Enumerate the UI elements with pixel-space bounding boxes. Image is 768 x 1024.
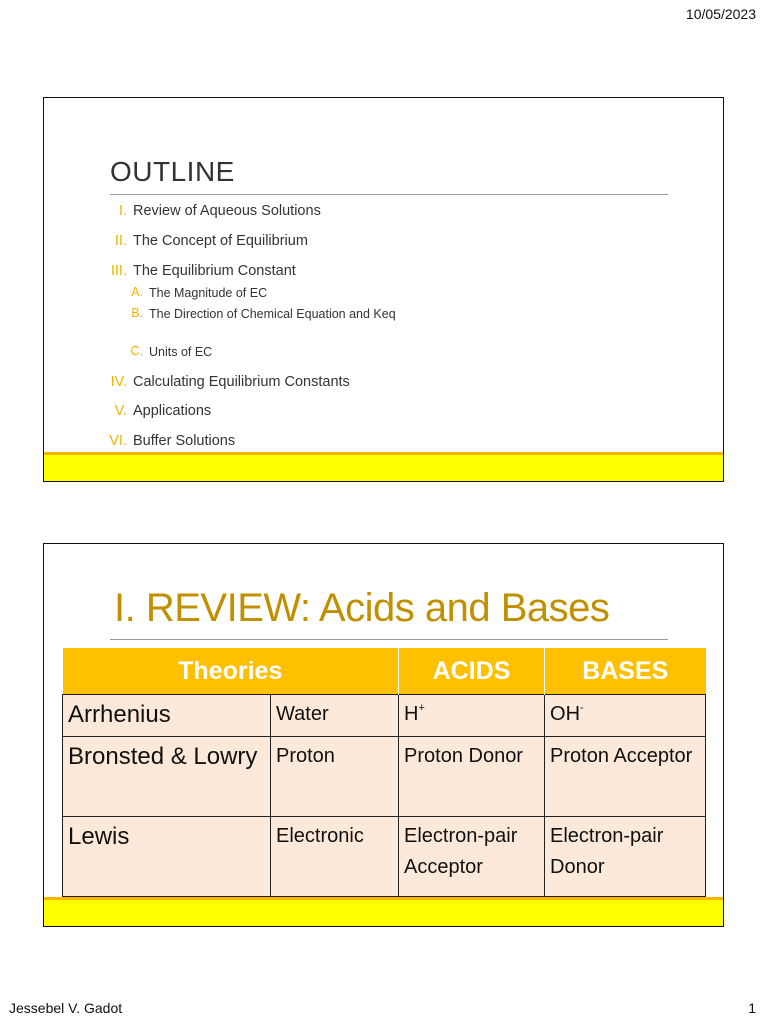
title-divider	[110, 194, 668, 195]
header-theories: Theories	[63, 648, 399, 695]
outline-item	[104, 233, 308, 249]
outline-item	[104, 374, 350, 390]
page-date: 10/05/2023	[685, 6, 756, 22]
item-text: Calculating Equilibrium Constants	[133, 374, 350, 390]
outline-item	[104, 263, 296, 279]
subitem-letter: A.	[131, 285, 143, 299]
table-row	[63, 817, 706, 897]
outline-slide	[43, 97, 724, 482]
acid-cell: Electron-pair Acceptor	[399, 817, 545, 897]
subitem-text: Units of EC	[149, 345, 213, 359]
table-row	[63, 737, 706, 817]
base-charge: -	[580, 702, 584, 714]
outline-subitem	[119, 285, 409, 302]
subitem-letter: B.	[131, 306, 143, 320]
theory-cell: Bronsted & Lowry	[63, 737, 271, 817]
base-cell	[545, 695, 706, 737]
table-row	[63, 695, 706, 737]
slide-title: I. REVIEW: Acids and Bases	[114, 586, 610, 630]
item-number: II.	[114, 233, 127, 249]
outline-item	[104, 403, 211, 419]
acid-cell: Proton Donor	[399, 737, 545, 817]
item-number: I.	[118, 203, 127, 219]
acid-cell	[399, 695, 545, 737]
base-text: OH	[550, 703, 581, 725]
type-cell: Electronic	[271, 817, 399, 897]
item-number: IV.	[110, 374, 127, 390]
type-cell: Proton	[271, 737, 399, 817]
item-text: The Equilibrium Constant	[133, 263, 296, 279]
item-text: Applications	[133, 403, 212, 419]
outline-subitem	[119, 306, 409, 323]
type-cell: Water	[271, 695, 399, 737]
header-acids: ACIDS	[399, 648, 545, 695]
subitem-text: The Direction of Chemical Equation and Keq	[149, 307, 396, 321]
outline-item	[104, 203, 321, 219]
item-text: The Concept of Equilibrium	[133, 233, 308, 249]
footer-band	[44, 897, 723, 926]
review-slide	[43, 543, 724, 927]
acid-charge: +	[418, 702, 425, 714]
item-number: VI.	[109, 433, 127, 449]
item-text: Buffer Solutions	[133, 433, 236, 449]
page-number: 1	[748, 1000, 756, 1016]
base-cell: Electron-pair Donor	[545, 817, 706, 897]
item-number: III.	[110, 263, 127, 279]
title-divider	[110, 639, 668, 640]
theory-cell: Arrhenius	[63, 695, 271, 737]
item-text: Review of Aqueous Solutions	[133, 203, 321, 219]
author-name: Jessebel V. Gadot	[9, 1000, 123, 1016]
subitem-letter: C.	[130, 344, 143, 358]
slide-title: OUTLINE	[110, 156, 235, 187]
acids-bases-table	[62, 648, 706, 897]
theory-cell: Lewis	[63, 817, 271, 897]
base-cell: Proton Acceptor	[545, 737, 706, 817]
footer-band	[44, 452, 723, 481]
subitem-text: The Magnitude of EC	[149, 286, 268, 300]
outline-item	[104, 433, 235, 449]
header-bases: BASES	[545, 648, 706, 695]
item-number: V.	[114, 403, 127, 419]
acid-text: H	[404, 703, 419, 725]
outline-subitem	[119, 344, 409, 361]
